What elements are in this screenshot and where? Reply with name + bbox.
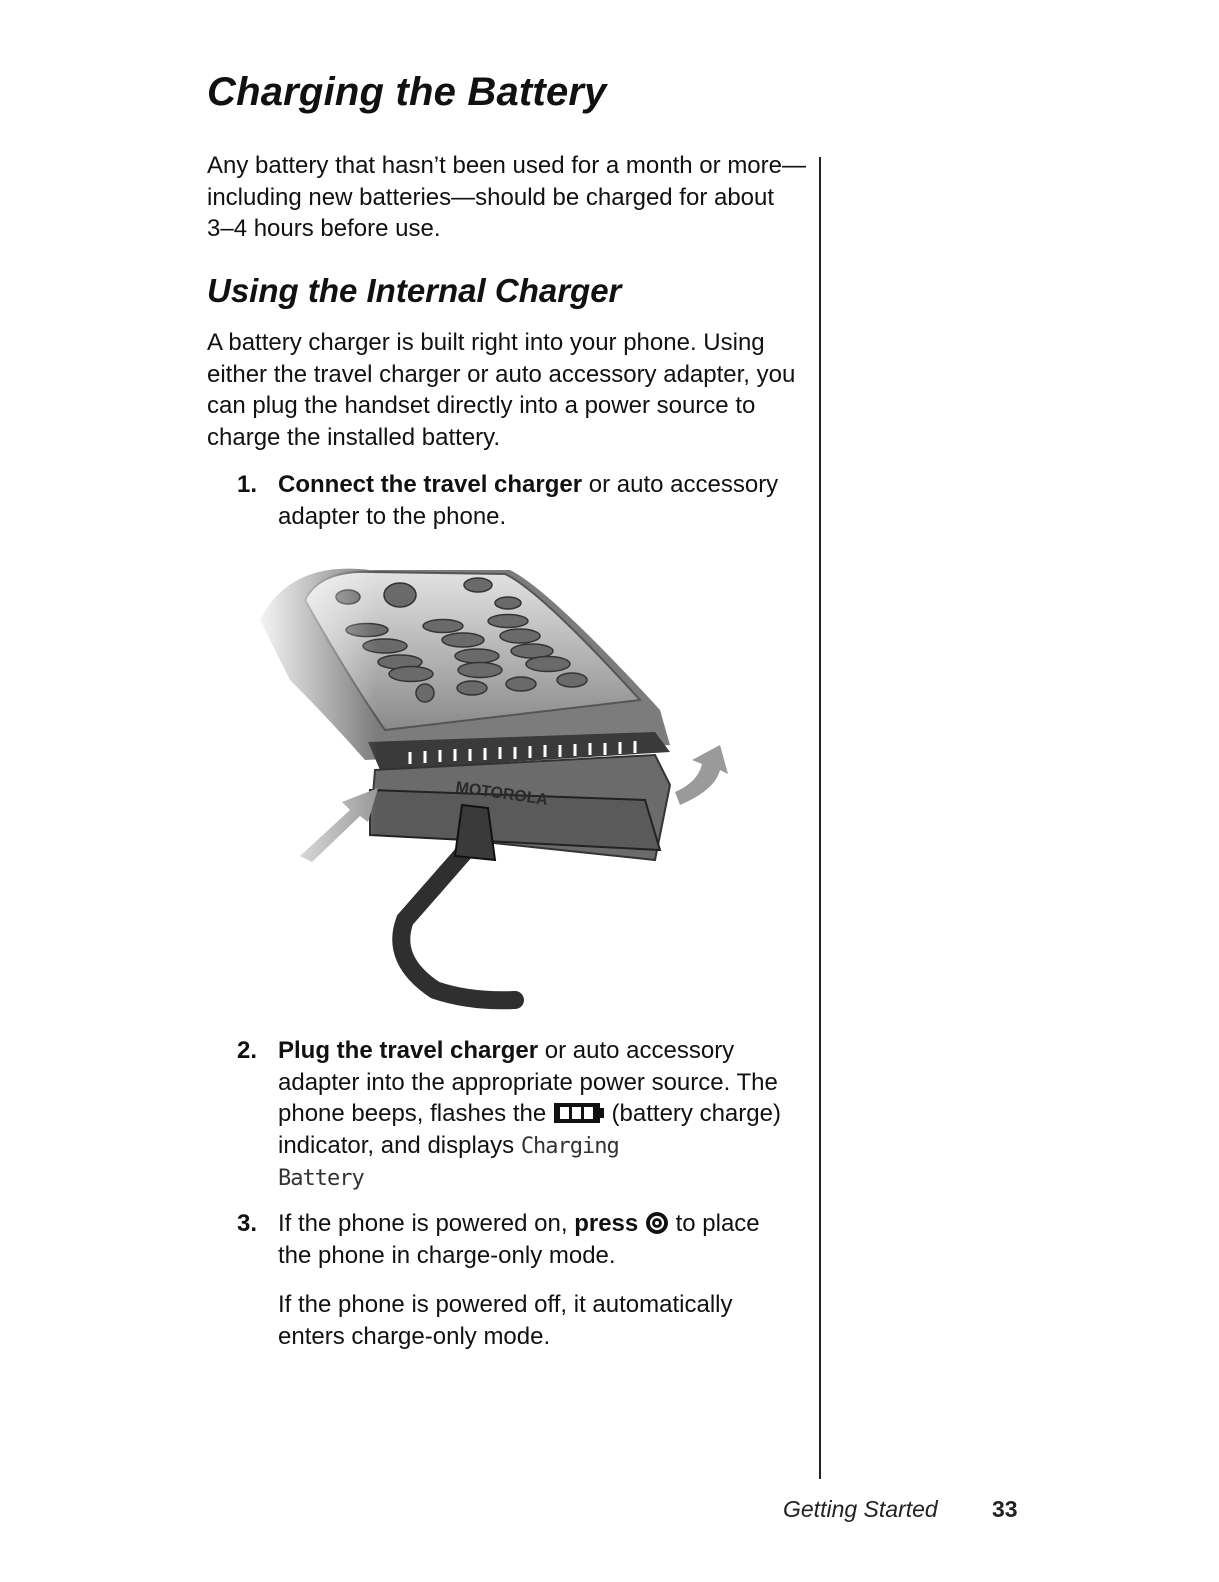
battery-charge-icon bbox=[553, 1101, 605, 1123]
step-text: (battery charge) indicator, and displays bbox=[278, 1100, 781, 1159]
step-text: or auto accessory adapter to the phone. bbox=[278, 471, 779, 530]
display-text-line2: Battery bbox=[278, 1166, 364, 1191]
step-bold-text: Plug the travel charger bbox=[278, 1037, 539, 1064]
step-number: 2. bbox=[237, 1037, 258, 1064]
section-heading: Using the Internal Charger bbox=[207, 272, 622, 309]
step-bold-text: press bbox=[574, 1210, 639, 1237]
step-text: to place the phone in charge-only mode. bbox=[278, 1210, 760, 1269]
display-text-line1: Charging bbox=[520, 1133, 619, 1159]
step-bold-text: Connect the travel charger bbox=[278, 471, 583, 498]
step-1 bbox=[237, 469, 797, 532]
intro-paragraph: Any battery that hasn’t been used for a month or more—including new batteries—should be charged for about 3–4 hours before use. bbox=[207, 152, 806, 242]
step-3 bbox=[237, 1208, 797, 1352]
step-text: or auto accessory adapter into the appropriate power source. The phone beeps, flashes the bbox=[278, 1037, 778, 1127]
page-title: Charging the Battery bbox=[207, 70, 607, 114]
step-2 bbox=[237, 1035, 797, 1195]
page-number: 33 bbox=[992, 1496, 1018, 1522]
footer-section-title: Getting Started bbox=[783, 1496, 938, 1522]
step-number: 1. bbox=[237, 471, 258, 498]
phone-charger-illustration bbox=[250, 560, 760, 1010]
step-note: If the phone is powered off, it automatically enters charge-only mode. bbox=[278, 1291, 733, 1350]
margin-rule bbox=[819, 157, 821, 1479]
power-button-icon bbox=[645, 1211, 669, 1235]
step-number: 3. bbox=[237, 1210, 258, 1237]
step-text: If the phone is powered on, bbox=[278, 1210, 575, 1237]
section-paragraph: A battery charger is built right into your phone. Using either the travel charger or auto accessory adapter, you can plug the handset directly into a power source to charge the installed battery. bbox=[207, 329, 796, 451]
